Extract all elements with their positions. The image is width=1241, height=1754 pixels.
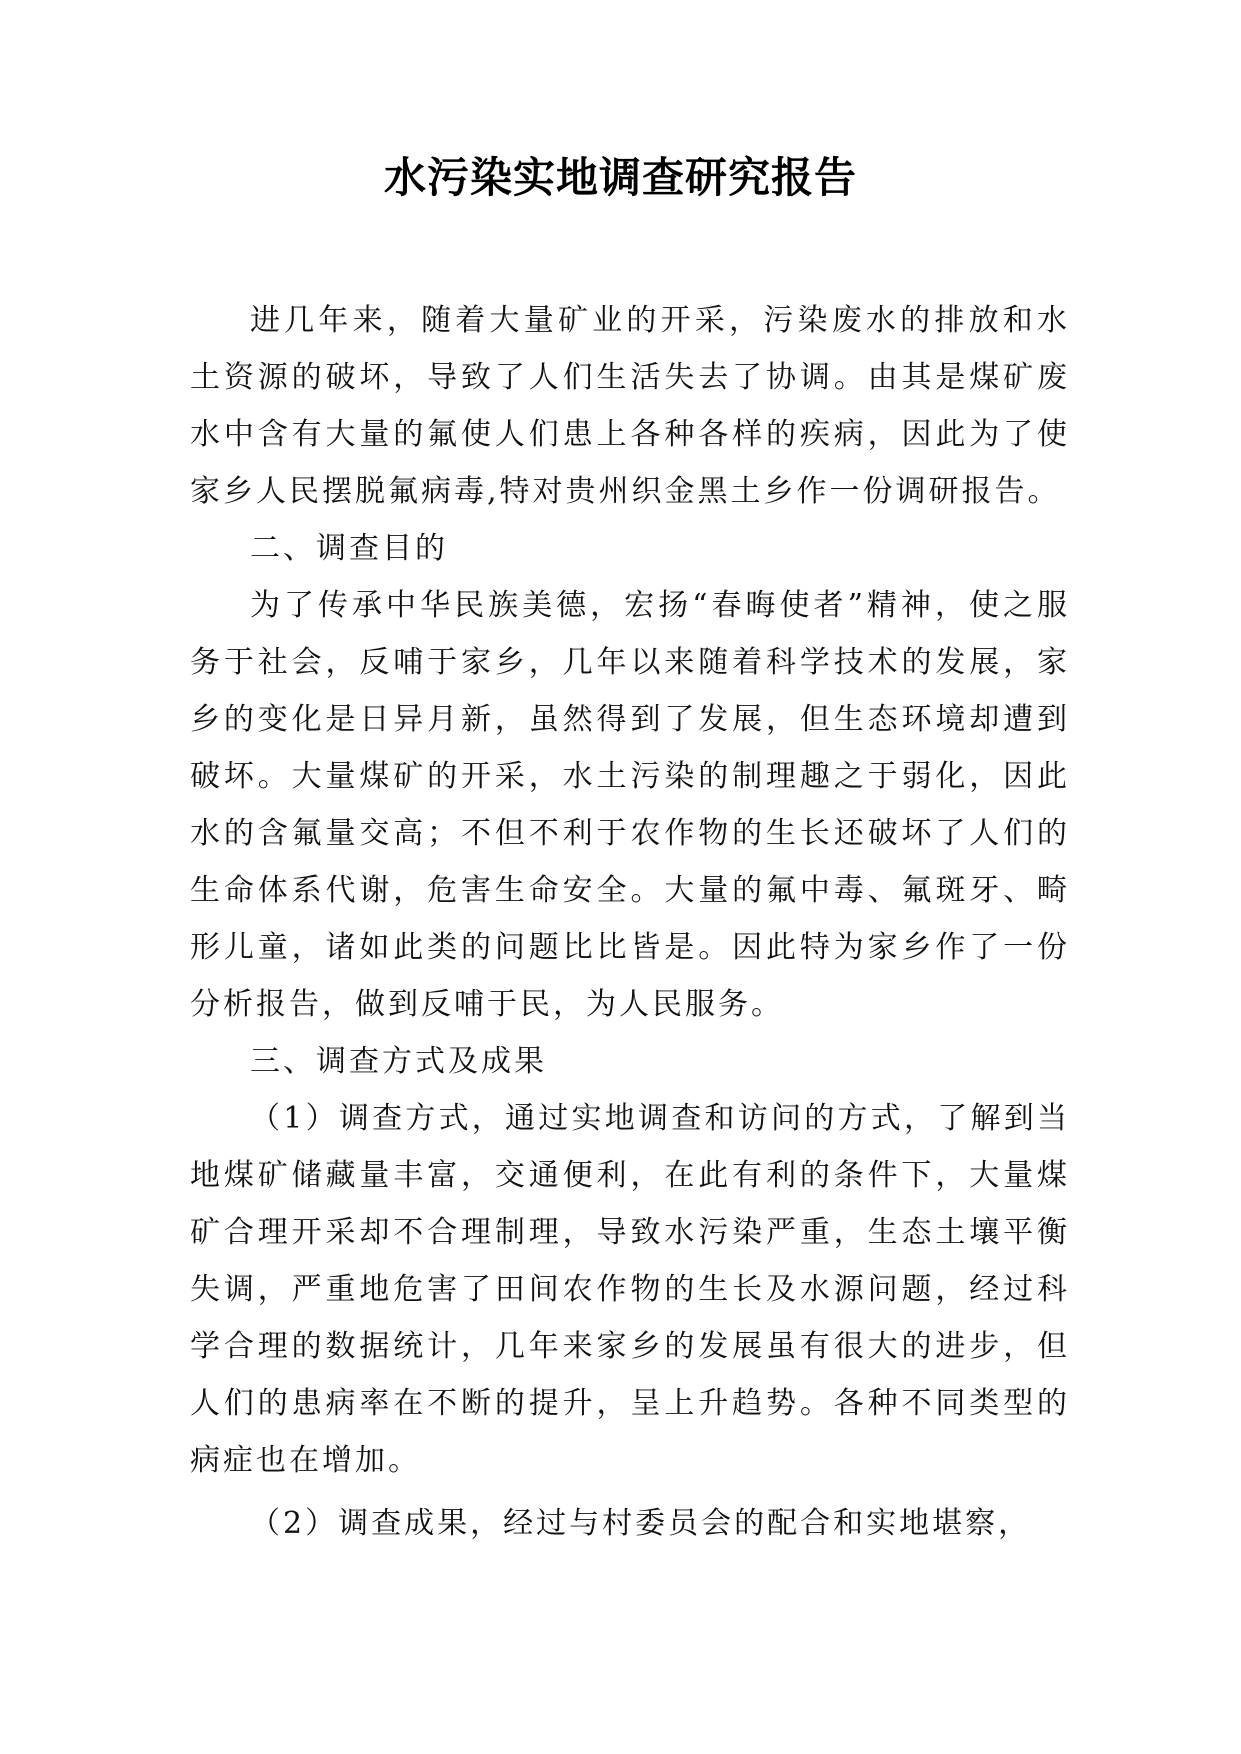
document-title: 水污染实地调查研究报告 <box>383 153 857 202</box>
document-body <box>190 292 1070 1552</box>
paragraph-intro: 进几年来，随着大量矿业的开采，污染废水的排放和水土资源的破坏，导致了人们生活失去了协调。由其是煤矿废水中含有大量的氟使人们患上各种各样的疾病，因此为了使家乡人民摆脱氟病毒,特对贵州织金黑土乡作一份调研报告。 <box>190 303 1070 509</box>
paragraph-results: （2）调查成果，经过与村委员会的配合和实地堪察， <box>250 1506 1032 1541</box>
paragraph-methods: （1）调查方式，通过实地调查和访问的方式，了解到当地煤矿储藏量丰富，交通便利，在此有利的条件下，大量煤矿合理开采却不合理制理，导致水污染严重，生态土壤平衡失调，严重地危害了田间农作物的生长及水源问题，经过科学合理的数据统计，几年来家乡的发展虽有很大的进步，但人们的患病率在不断的提升，呈上升趋势。各种不同类型的病症也在增加。 <box>190 1101 1070 1478</box>
section-heading-purpose: 二、调查目的 <box>250 531 448 566</box>
section-heading-methods: 三、调查方式及成果 <box>250 1044 547 1079</box>
paragraph-purpose: 为了传承中华民族美德，宏扬“春晦使者”精神，使之服务于社会，反哺于家乡，几年以来随着科学技术的发展，家乡的变化是日异月新，虽然得到了发展，但生态环境却遭到破坏。大量煤矿的开采，水土污染的制理趣之于弱化，因此水的含氟量交高；不但不利于农作物的生长还破坏了人们的生命体系代谢，危害生命安全。大量的氟中毒、氟斑牙、畸形儿童，诸如此类的问题比比皆是。因此特为家乡作了一份分析报告，做到反哺于民，为人民服务。 <box>190 588 1070 1022</box>
